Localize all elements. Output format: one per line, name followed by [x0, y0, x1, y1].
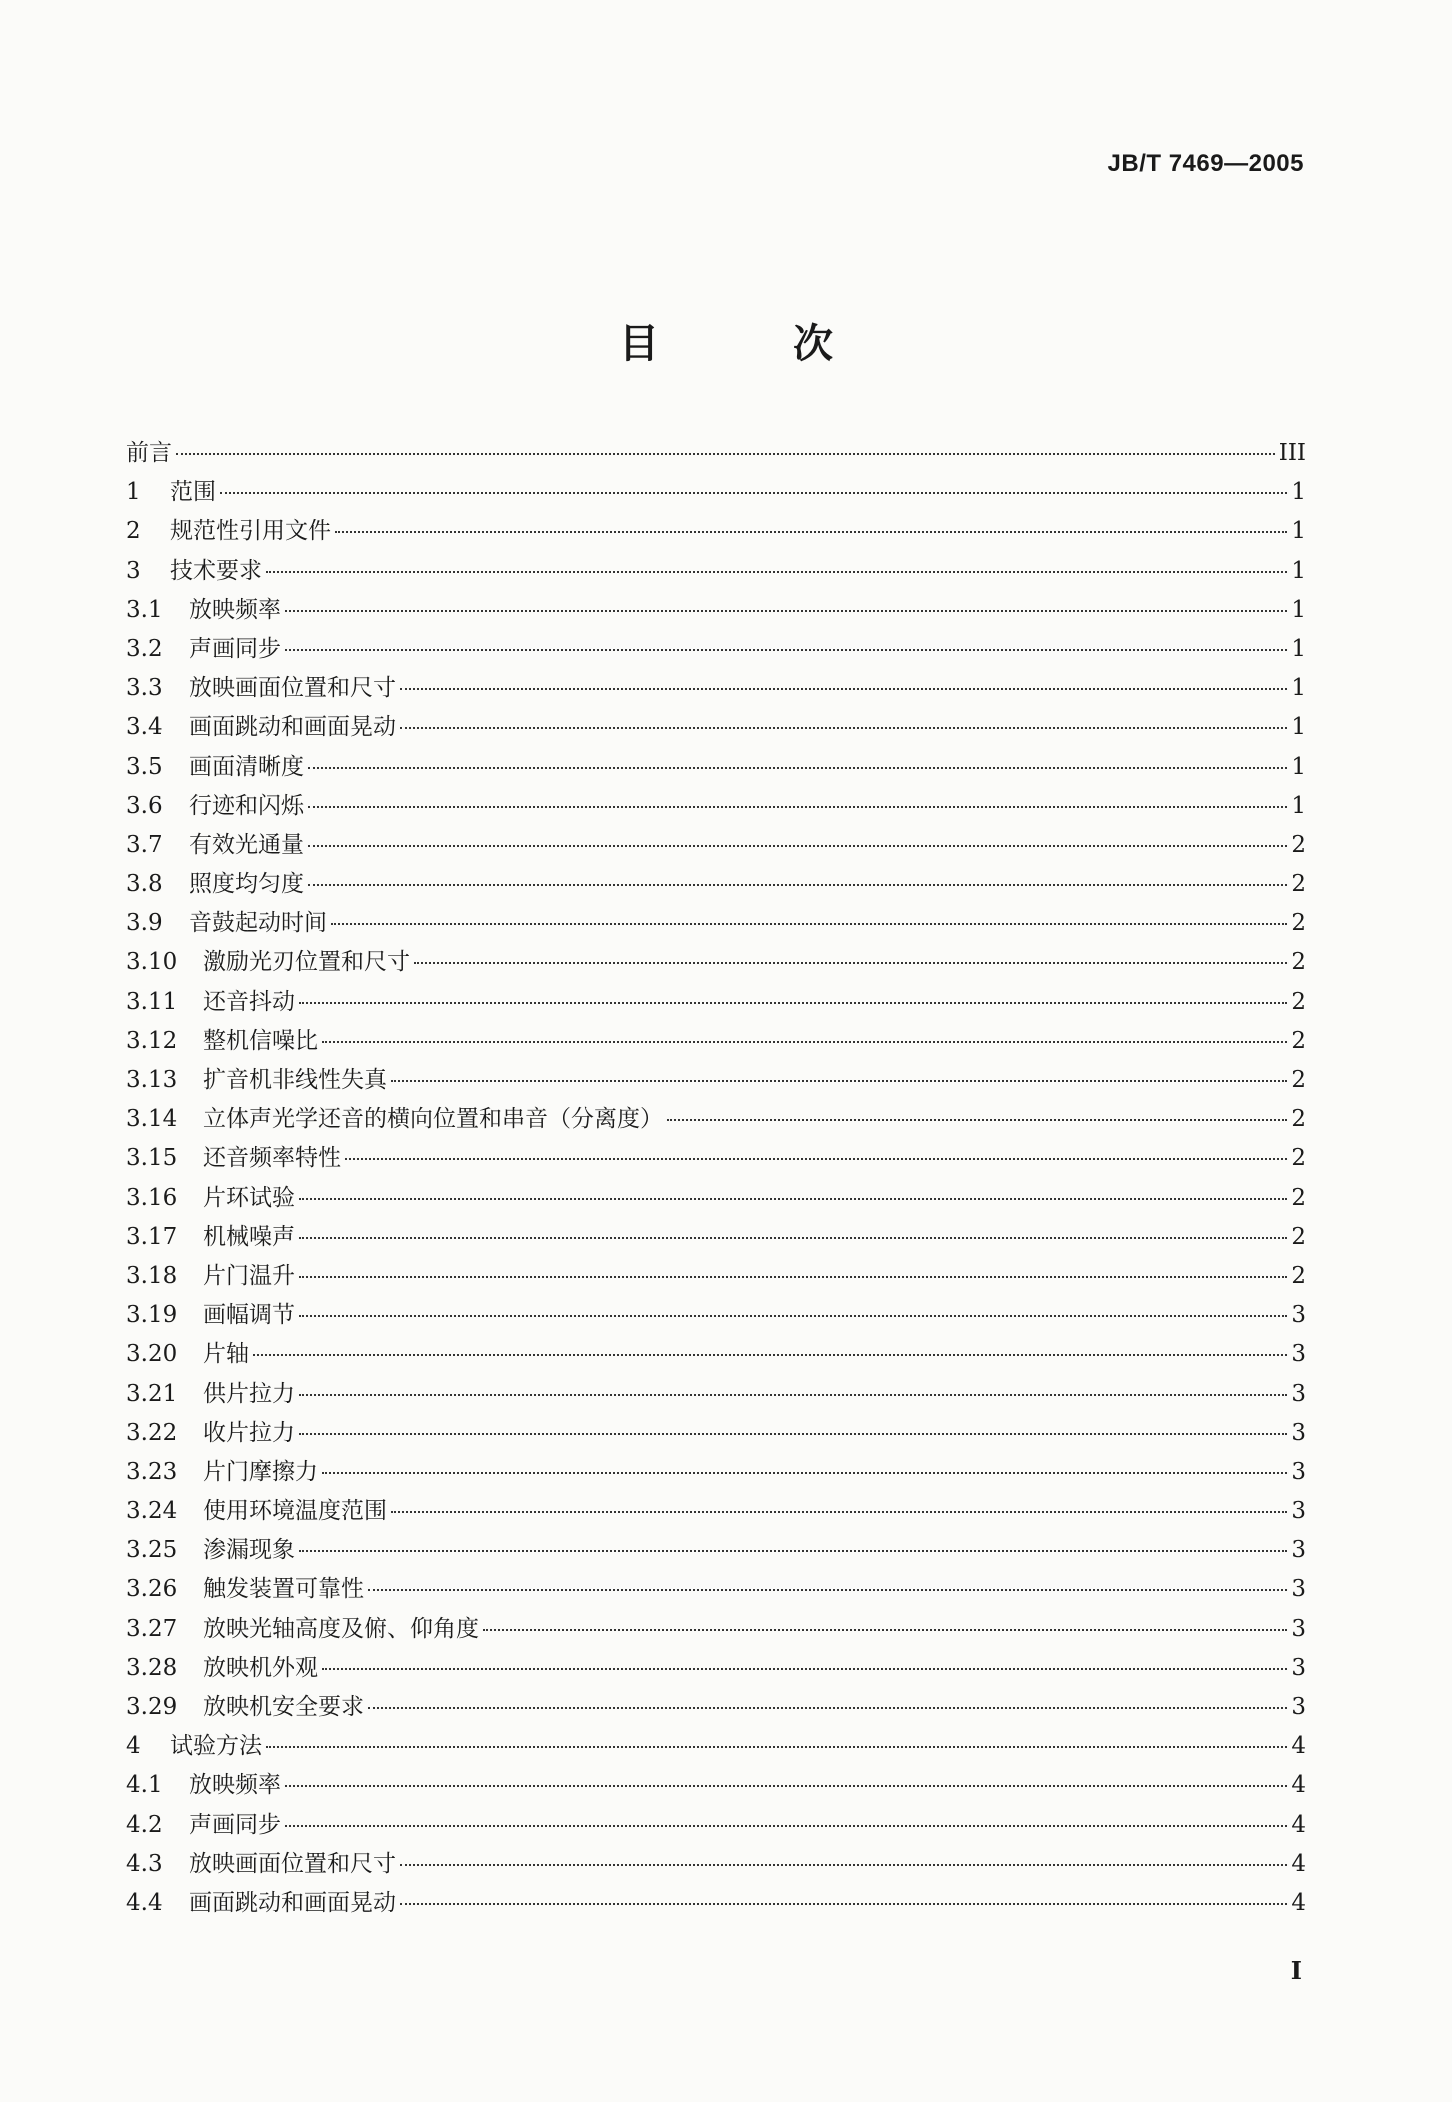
toc-entry-page: 2	[1291, 871, 1306, 898]
page-title: 目 次	[619, 320, 893, 367]
toc-entry-page: 2	[1291, 910, 1306, 937]
toc-entry-title: 行迹和闪烁	[189, 792, 304, 819]
toc-entry-page: 2	[1291, 988, 1306, 1015]
toc-dot-leader	[322, 1472, 1287, 1474]
toc-entry-title: 放映频率	[189, 596, 281, 623]
toc-dot-leader	[299, 1198, 1287, 1200]
toc-entry-page: 4	[1291, 1811, 1306, 1838]
toc-entry-title: 放映光轴高度及俯、仰角度	[203, 1615, 479, 1642]
toc-entry[interactable]	[126, 1100, 1306, 1139]
toc-entry-page: 3	[1291, 1615, 1306, 1642]
toc-entry[interactable]	[126, 1335, 1306, 1374]
toc-entry-title: 还音频率特性	[203, 1145, 341, 1172]
standard-code: JB/T 7469—2005	[1107, 150, 1304, 177]
toc-entry-number: 3.26	[126, 1576, 178, 1603]
toc-entry-number: 3	[126, 557, 141, 584]
toc-entry-title: 前言	[126, 440, 172, 466]
toc-dot-leader	[299, 1433, 1287, 1435]
toc-entry-page: 3	[1291, 1498, 1306, 1525]
toc-dot-leader	[308, 806, 1287, 808]
toc-entry-page: 1	[1291, 557, 1306, 584]
toc-dot-leader	[667, 1119, 1287, 1121]
toc-entry-title: 还音抖动	[203, 988, 295, 1015]
toc-entry-number: 4	[126, 1733, 141, 1760]
toc-entry-number: 3.14	[126, 1106, 178, 1133]
toc-dot-leader	[285, 610, 1287, 612]
toc-entry-title: 放映频率	[189, 1772, 281, 1799]
toc-entry[interactable]	[126, 1179, 1306, 1218]
toc-entry-number: 3.4	[126, 714, 163, 741]
toc-entry-page: 1	[1291, 479, 1306, 506]
toc-entry[interactable]	[126, 1453, 1306, 1492]
toc-entry-number: 3.3	[126, 675, 163, 702]
toc-entry-page: 4	[1291, 1772, 1306, 1799]
toc-entry[interactable]	[126, 1688, 1306, 1727]
toc-entry-number: 3.25	[126, 1537, 178, 1564]
toc-dot-leader	[299, 1276, 1287, 1278]
toc-entry-title: 规范性引用文件	[170, 518, 331, 545]
toc-dot-leader	[345, 1158, 1287, 1160]
toc-entry-title: 声画同步	[189, 635, 281, 662]
toc-entry-number: 4.3	[126, 1850, 163, 1877]
toc-entry-title: 使用环境温度范围	[203, 1498, 387, 1525]
toc-entry-page: 1	[1291, 518, 1306, 545]
toc-dot-leader	[299, 1315, 1287, 1317]
toc-entry-page: 2	[1291, 1184, 1306, 1211]
toc-entry[interactable]	[126, 434, 1306, 473]
toc-entry-title: 片门摩擦力	[203, 1458, 318, 1485]
toc-dot-leader	[285, 1825, 1287, 1827]
toc-entry-number: 2	[126, 518, 141, 545]
toc-entry-number: 3.9	[126, 910, 163, 937]
toc-entry-title: 收片拉力	[203, 1419, 295, 1446]
toc-entry-number: 4.4	[126, 1889, 163, 1916]
toc-dot-leader	[391, 1511, 1287, 1513]
toc-entry-page: 3	[1291, 1341, 1306, 1368]
toc-entry-title: 片轴	[203, 1341, 249, 1368]
toc-entry-number: 3.10	[126, 949, 178, 976]
toc-entry[interactable]	[126, 904, 1306, 943]
toc-entry-number: 3.21	[126, 1380, 178, 1407]
toc-entry-page: 1	[1291, 792, 1306, 819]
toc-entry-number: 3.8	[126, 871, 163, 898]
toc-entry-page: 2	[1291, 1262, 1306, 1289]
toc-entry[interactable]	[126, 512, 1306, 551]
toc-entry-page: 2	[1291, 1106, 1306, 1133]
toc-dot-leader	[331, 923, 1287, 925]
toc-entry[interactable]	[126, 748, 1306, 787]
toc-entry[interactable]	[126, 1649, 1306, 1688]
toc-entry-page: 3	[1291, 1537, 1306, 1564]
toc-entry-page: 2	[1291, 1067, 1306, 1093]
toc-dot-leader	[414, 962, 1287, 964]
toc-entry[interactable]	[126, 787, 1306, 826]
toc-dot-leader	[368, 1707, 1287, 1709]
toc-entry-number: 3.17	[126, 1223, 178, 1250]
toc-entry-number: 3.13	[126, 1067, 178, 1093]
toc-entry-page: III	[1278, 440, 1306, 466]
toc-entry[interactable]	[126, 943, 1306, 982]
toc-entry[interactable]	[126, 1414, 1306, 1453]
toc-entry[interactable]	[126, 1610, 1306, 1649]
toc-entry-number: 3.7	[126, 831, 163, 858]
toc-entry-page: 4	[1291, 1850, 1306, 1877]
toc-entry-page: 1	[1291, 635, 1306, 662]
toc-dot-leader	[266, 1746, 1287, 1748]
toc-entry-title: 照度均匀度	[189, 871, 304, 898]
toc-dot-leader	[368, 1589, 1287, 1591]
toc-entry[interactable]	[126, 630, 1306, 669]
toc-entry-page: 2	[1291, 1145, 1306, 1172]
toc-entry-number: 3.23	[126, 1458, 178, 1485]
toc-entry-page: 1	[1291, 596, 1306, 623]
toc-dot-leader	[285, 1785, 1287, 1787]
toc-entry-title: 音鼓起动时间	[189, 910, 327, 937]
toc-dot-leader	[335, 531, 1287, 533]
toc-entry-title: 画面跳动和画面晃动	[189, 714, 396, 741]
toc-dot-leader	[308, 767, 1287, 769]
toc-entry[interactable]	[126, 1727, 1306, 1766]
toc-entry[interactable]	[126, 983, 1306, 1022]
toc-entry[interactable]	[126, 473, 1306, 512]
table-of-contents	[126, 434, 1306, 1923]
toc-entry-title: 技术要求	[170, 557, 262, 584]
toc-entry-page: 2	[1291, 1027, 1306, 1054]
toc-entry[interactable]	[126, 1492, 1306, 1531]
toc-entry-title: 画幅调节	[203, 1302, 295, 1329]
toc-entry-number: 3.18	[126, 1262, 178, 1289]
toc-entry-page: 2	[1291, 1223, 1306, 1250]
toc-entry-title: 放映画面位置和尺寸	[189, 675, 396, 702]
toc-dot-leader	[308, 845, 1287, 847]
toc-entry-page: 3	[1291, 1654, 1306, 1681]
toc-dot-leader	[299, 1394, 1287, 1396]
toc-dot-leader	[322, 1668, 1287, 1670]
toc-entry[interactable]	[126, 1218, 1306, 1257]
toc-entry-title: 画面清晰度	[189, 753, 304, 780]
toc-entry[interactable]	[126, 1806, 1306, 1845]
toc-dot-leader	[266, 571, 1287, 573]
toc-entry-page: 2	[1291, 831, 1306, 858]
toc-entry[interactable]	[126, 1139, 1306, 1178]
toc-entry-title: 扩音机非线性失真	[203, 1067, 387, 1093]
toc-entry-title: 画面跳动和画面晃动	[189, 1889, 396, 1916]
toc-entry-page: 3	[1291, 1694, 1306, 1720]
toc-entry[interactable]	[126, 1375, 1306, 1414]
toc-entry-number: 4.1	[126, 1772, 163, 1799]
toc-entry[interactable]	[126, 865, 1306, 904]
toc-dot-leader	[220, 492, 1287, 494]
toc-entry-title: 范围	[170, 479, 216, 506]
toc-entry-title: 激励光刃位置和尺寸	[203, 949, 410, 976]
toc-dot-leader	[400, 727, 1287, 729]
toc-dot-leader	[308, 884, 1287, 886]
toc-entry-title: 触发装置可靠性	[203, 1576, 364, 1603]
toc-entry-number: 3.22	[126, 1419, 178, 1446]
toc-dot-leader	[400, 1864, 1287, 1866]
toc-dot-leader	[400, 1903, 1287, 1905]
toc-entry[interactable]	[126, 1766, 1306, 1805]
toc-entry-page: 3	[1291, 1458, 1306, 1485]
toc-dot-leader	[400, 688, 1287, 690]
toc-entry[interactable]	[126, 591, 1306, 630]
toc-entry-title: 供片拉力	[203, 1380, 295, 1407]
toc-entry-page: 4	[1291, 1889, 1306, 1916]
toc-entry[interactable]	[126, 1257, 1306, 1296]
toc-entry-number: 1	[126, 479, 141, 506]
toc-entry-number: 4.2	[126, 1811, 163, 1838]
toc-entry-title: 声画同步	[189, 1811, 281, 1838]
toc-entry-page: 2	[1291, 949, 1306, 976]
toc-entry-page: 3	[1291, 1302, 1306, 1329]
toc-entry-title: 立体声光学还音的横向位置和串音（分离度）	[203, 1106, 663, 1133]
toc-dot-leader	[253, 1354, 1287, 1356]
toc-entry-number: 3.6	[126, 792, 163, 819]
toc-entry-number: 3.11	[126, 988, 178, 1015]
toc-entry[interactable]	[126, 1022, 1306, 1061]
toc-entry-title: 片环试验	[203, 1184, 295, 1211]
toc-dot-leader	[322, 1041, 1287, 1043]
toc-entry-title: 放映机安全要求	[203, 1694, 364, 1720]
toc-dot-leader	[299, 1002, 1287, 1004]
toc-entry-number: 3.15	[126, 1145, 178, 1172]
toc-entry-title: 有效光通量	[189, 831, 304, 858]
page-number: I	[1290, 1956, 1302, 1985]
toc-entry-number: 3.2	[126, 635, 163, 662]
toc-entry-number: 3.16	[126, 1184, 178, 1211]
toc-entry[interactable]	[126, 1884, 1306, 1923]
toc-entry[interactable]	[126, 826, 1306, 865]
toc-entry-page: 1	[1291, 753, 1306, 780]
toc-entry-number: 3.24	[126, 1498, 178, 1525]
toc-entry-title: 放映画面位置和尺寸	[189, 1850, 396, 1877]
toc-entry-page: 3	[1291, 1419, 1306, 1446]
toc-entry-number: 3.1	[126, 596, 163, 623]
toc-entry-number: 3.29	[126, 1694, 178, 1720]
toc-entry[interactable]	[126, 1296, 1306, 1335]
toc-entry[interactable]	[126, 1570, 1306, 1609]
toc-dot-leader	[299, 1237, 1287, 1239]
toc-entry[interactable]	[126, 1061, 1306, 1100]
toc-entry[interactable]	[126, 1531, 1306, 1570]
toc-entry-title: 放映机外观	[203, 1654, 318, 1681]
toc-entry-number: 3.28	[126, 1654, 178, 1681]
toc-entry-page: 1	[1291, 714, 1306, 741]
toc-dot-leader	[483, 1629, 1287, 1631]
toc-entry-title: 机械噪声	[203, 1223, 295, 1250]
toc-entry-number: 3.20	[126, 1341, 178, 1368]
toc-entry-number: 3.27	[126, 1615, 178, 1642]
toc-dot-leader	[391, 1080, 1287, 1082]
toc-entry-number: 3.5	[126, 753, 163, 780]
toc-entry-page: 3	[1291, 1380, 1306, 1407]
toc-entry-title: 片门温升	[203, 1262, 295, 1289]
toc-entry[interactable]	[126, 669, 1306, 708]
toc-entry-title: 试验方法	[170, 1733, 262, 1760]
toc-entry[interactable]	[126, 552, 1306, 591]
toc-dot-leader	[285, 649, 1287, 651]
toc-dot-leader	[176, 453, 1275, 455]
toc-entry-number: 3.19	[126, 1302, 178, 1329]
toc-dot-leader	[299, 1550, 1287, 1552]
toc-entry-number: 3.12	[126, 1027, 178, 1054]
toc-entry[interactable]	[126, 1845, 1306, 1884]
toc-entry-title: 渗漏现象	[203, 1537, 295, 1564]
toc-entry-page: 4	[1291, 1733, 1306, 1760]
toc-entry-page: 3	[1291, 1576, 1306, 1603]
toc-entry-title: 整机信噪比	[203, 1027, 318, 1054]
toc-entry-page: 1	[1291, 675, 1306, 702]
toc-entry[interactable]	[126, 708, 1306, 747]
